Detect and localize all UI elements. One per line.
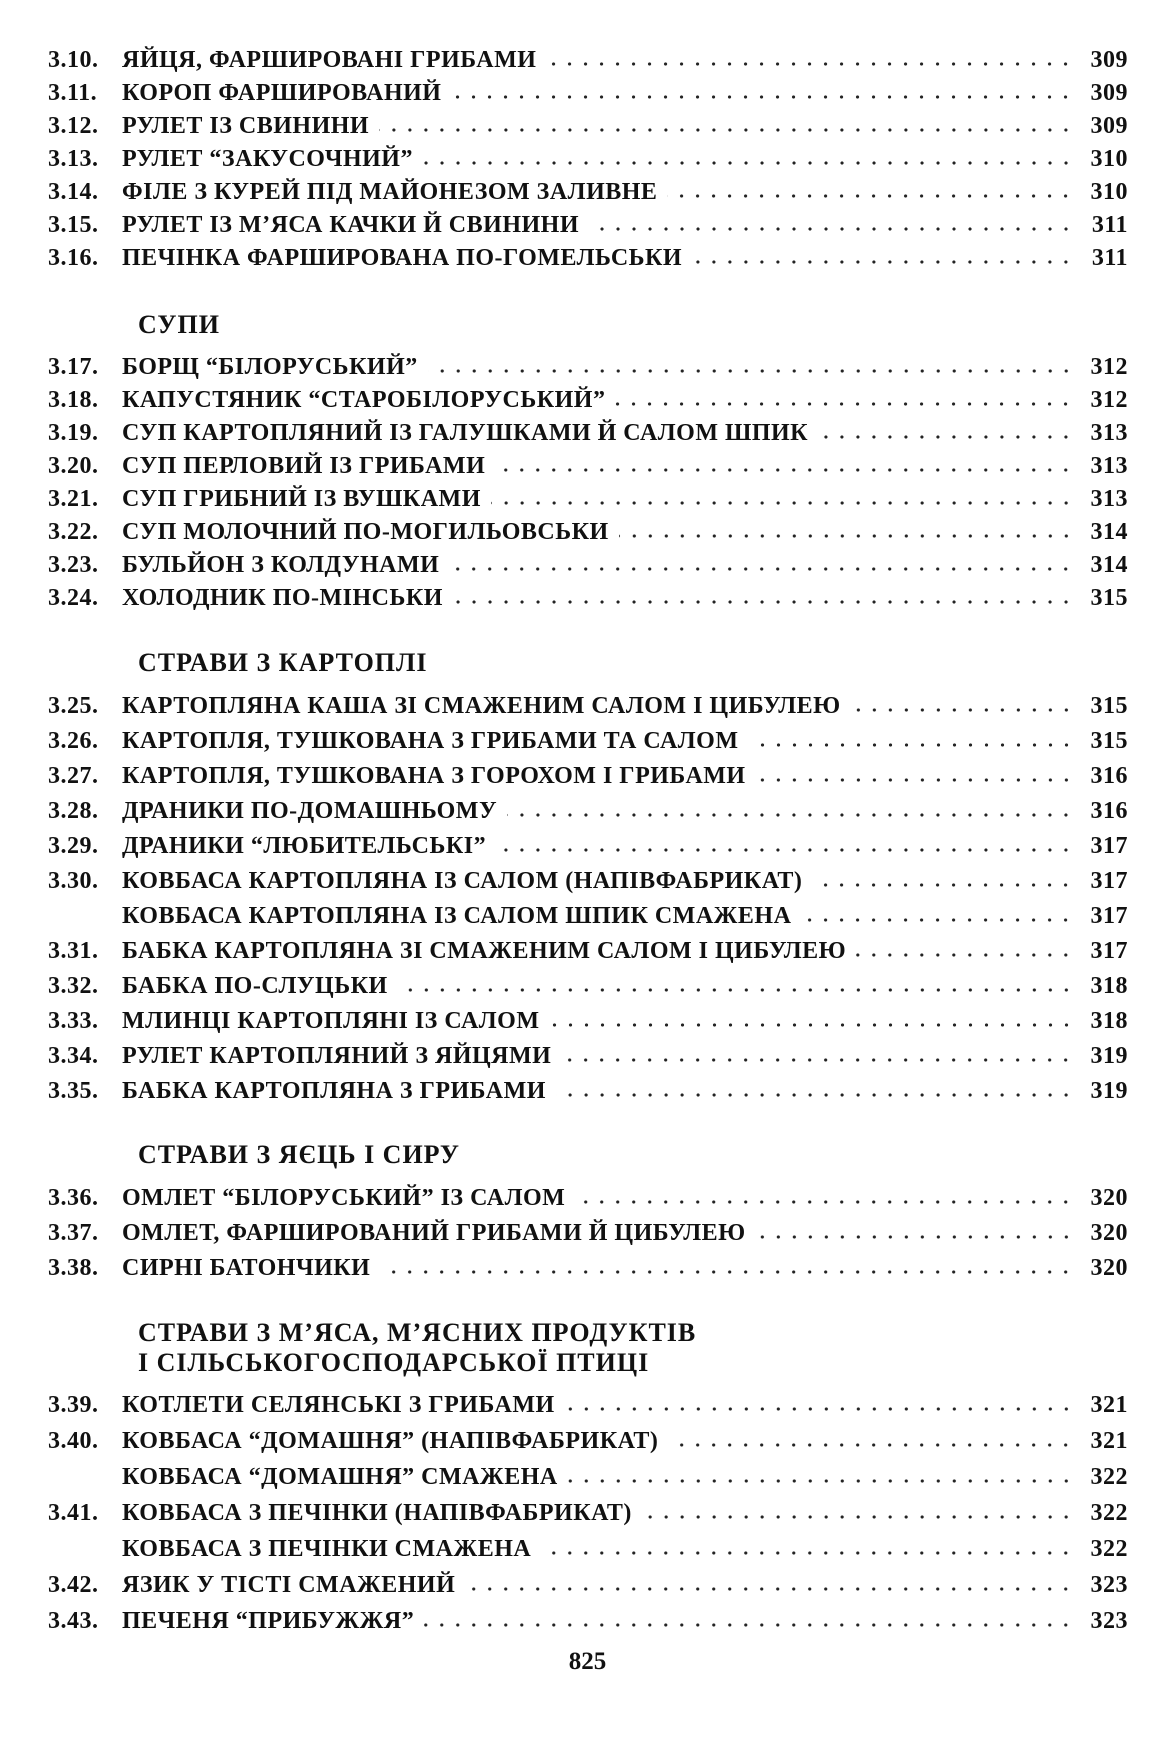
entry-title: РУЛЕТ КАРТОПЛЯНИЙ З ЯЙЦЯМИ [122, 1043, 552, 1069]
toc-entry [48, 966, 1128, 1000]
entry-number: 3.14. [48, 179, 99, 205]
entry-page: 309 [1090, 47, 1128, 73]
dot-leader [619, 533, 1074, 539]
toc-entry [48, 1385, 1128, 1419]
entry-title: КОВБАСА “ДОМАШНЯ” (НАПІВФАБРИКАТ) [122, 1428, 659, 1454]
toc-entry [48, 446, 1128, 480]
entry-title: БУЛЬЙОН З КОЛДУНАМИ [122, 552, 440, 578]
entry-number: 3.26. [48, 728, 99, 754]
dot-leader [491, 500, 1074, 506]
entry-number: 3.28. [48, 798, 99, 824]
toc-entry [48, 512, 1128, 546]
toc-entry [48, 413, 1128, 447]
entry-page: 314 [1090, 552, 1128, 578]
entry-page: 319 [1090, 1043, 1128, 1069]
entry-number: 3.25. [48, 693, 99, 719]
toc-entry [48, 578, 1128, 612]
entry-title: ПЕЧЕНЯ “ПРИБУЖЖЯ” [122, 1608, 415, 1634]
entry-page: 323 [1090, 1608, 1128, 1634]
toc-entry [48, 1421, 1128, 1455]
entry-page: 321 [1090, 1392, 1128, 1418]
toc-entry [48, 896, 1128, 930]
entry-title: КАРТОПЛЯ, ТУШКОВАНА З ГРИБАМИ ТА САЛОМ [122, 728, 739, 754]
entry-page: 313 [1090, 453, 1128, 479]
entry-title: КОТЛЕТИ СЕЛЯНСЬКІ З ГРИБАМИ [122, 1392, 555, 1418]
entry-number: 3.31. [48, 938, 99, 964]
entry-page: 317 [1090, 938, 1128, 964]
entry-title: КОРОП ФАРШИРОВАНИЙ [122, 80, 442, 106]
toc-entry [48, 721, 1128, 755]
toc-entry [48, 1601, 1128, 1635]
toc-entry [48, 238, 1128, 272]
entry-title: РУЛЕТ ІЗ СВИНИНИ [122, 113, 370, 139]
dot-leader [424, 1622, 1074, 1628]
toc-entry [48, 1457, 1128, 1491]
toc-entry [48, 756, 1128, 790]
entry-number: 3.43. [48, 1608, 99, 1634]
dot-leader [428, 368, 1074, 374]
entry-page: 315 [1090, 693, 1128, 719]
entry-title: КОВБАСА З ПЕЧІНКИ СМАЖЕНА [122, 1536, 532, 1562]
entry-title: РУЛЕТ “ЗАКУСОЧНИЙ” [122, 146, 413, 172]
entry-number: 3.32. [48, 973, 99, 999]
entry-page: 311 [1091, 212, 1128, 238]
dot-leader [642, 1514, 1074, 1520]
entry-number: 3.18. [48, 387, 99, 413]
page-number: 825 [568, 1648, 607, 1675]
entry-page: 312 [1090, 354, 1128, 380]
entry-number: 3.37. [48, 1220, 99, 1246]
entry-page: 316 [1090, 763, 1128, 789]
toc-entry [48, 347, 1128, 381]
entry-page: 310 [1090, 146, 1128, 172]
entry-page: 317 [1090, 833, 1128, 859]
entry-title: КОВБАСА КАРТОПЛЯНА ІЗ САЛОМ (НАПІВФАБРИКАТ) [122, 868, 803, 894]
entry-page: 320 [1090, 1185, 1128, 1211]
dot-leader [465, 1586, 1074, 1592]
dot-leader [561, 1057, 1074, 1063]
dot-leader [692, 259, 1074, 265]
toc-entry [48, 106, 1128, 140]
toc-entry [48, 686, 1128, 720]
entry-number: 3.21. [48, 486, 99, 512]
entry-page: 317 [1090, 868, 1128, 894]
toc-entry [48, 1565, 1128, 1599]
entry-title: МЛИНЦІ КАРТОПЛЯНІ ІЗ САЛОМ [122, 1008, 540, 1034]
entry-page: 318 [1090, 1008, 1128, 1034]
entry-number: 3.41. [48, 1500, 99, 1526]
entry-title: КОВБАСА “ДОМАШНЯ” СМАЖЕНА [122, 1464, 558, 1490]
toc-entry [48, 205, 1128, 239]
dot-leader [575, 1199, 1074, 1205]
entry-title: СУП ГРИБНИЙ ІЗ ВУШКАМИ [122, 486, 481, 512]
toc-entry [48, 380, 1128, 414]
entry-title: КАРТОПЛЯ, ТУШКОВАНА З ГОРОХОМ І ГРИБАМИ [122, 763, 746, 789]
entry-page: 315 [1090, 585, 1128, 611]
entry-page: 320 [1090, 1255, 1128, 1281]
entry-number: 3.30. [48, 868, 99, 894]
toc-entry [48, 545, 1128, 579]
entry-number: 3.17. [48, 354, 99, 380]
entry-title: БАБКА КАРТОПЛЯНА ЗІ СМАЖЕНИМ САЛОМ І ЦИБУЛЕЮ [122, 938, 847, 964]
entry-number: 3.36. [48, 1185, 99, 1211]
entry-page: 315 [1090, 728, 1128, 754]
dot-leader [851, 707, 1074, 713]
dot-leader [812, 882, 1074, 888]
toc-entry [48, 1178, 1128, 1212]
entry-page: 313 [1090, 420, 1128, 446]
entry-title: КОВБАСА З ПЕЧІНКИ (НАПІВФАБРИКАТ) [122, 1500, 632, 1526]
entry-title: СУП ПЕРЛОВИЙ ІЗ ГРИБАМИ [122, 453, 486, 479]
entry-page: 323 [1090, 1572, 1128, 1598]
section-heading: СТРАВИ З КАРТОПЛІ [138, 648, 428, 677]
dot-leader [565, 1406, 1074, 1412]
entry-page: 318 [1090, 973, 1128, 999]
dot-leader [568, 1478, 1074, 1484]
entry-number: 3.40. [48, 1428, 99, 1454]
entry-page: 309 [1090, 113, 1128, 139]
dot-leader [453, 599, 1074, 605]
entry-page: 322 [1090, 1536, 1128, 1562]
entry-number: 3.15. [48, 212, 99, 238]
entry-number: 3.22. [48, 519, 99, 545]
entry-page: 310 [1090, 179, 1128, 205]
dot-leader [856, 952, 1074, 958]
entry-number: 3.42. [48, 1572, 99, 1598]
entry-number: 3.12. [48, 113, 99, 139]
toc-entry [48, 1071, 1128, 1105]
toc-entry [48, 40, 1128, 74]
entry-title: БАБКА ПО-СЛУЦЬКИ [122, 973, 388, 999]
entry-title: РУЛЕТ ІЗ М’ЯСА КАЧКИ Й СВИНИНИ [122, 212, 579, 238]
dot-leader [550, 1022, 1075, 1028]
dot-leader [589, 226, 1074, 232]
entry-title: СУП КАРТОПЛЯНИЙ ІЗ ГАЛУШКАМИ Й САЛОМ ШПИК [122, 420, 809, 446]
dot-leader [615, 401, 1074, 407]
entry-number: 3.11. [48, 80, 98, 106]
entry-number: 3.33. [48, 1008, 99, 1034]
entry-number: 3.35. [48, 1078, 99, 1104]
dot-leader [541, 1550, 1074, 1556]
entry-title: БАБКА КАРТОПЛЯНА З ГРИБАМИ [122, 1078, 546, 1104]
entry-number: 3.16. [48, 245, 99, 271]
dot-leader [818, 434, 1074, 440]
entry-title: СУП МОЛОЧНИЙ ПО-МОГИЛЬОВСЬКИ [122, 519, 609, 545]
dot-leader [495, 467, 1074, 473]
section-heading: СТРАВИ З М’ЯСА, М’ЯСНИХ ПРОДУКТІВ [138, 1318, 697, 1347]
entry-title: ДРАНИКИ “ЛЮБИТЕЛЬСЬКІ” [122, 833, 487, 859]
entry-number: 3.13. [48, 146, 99, 172]
dot-leader [380, 1269, 1074, 1275]
entry-title: КАПУСТЯНИК “СТАРОБІЛОРУСЬКИЙ” [122, 387, 606, 413]
entry-page: 317 [1090, 903, 1128, 929]
dot-leader [756, 1234, 1074, 1240]
entry-number: 3.19. [48, 420, 99, 446]
entry-title: ОМЛЕТ “БІЛОРУСЬКИЙ” ІЗ САЛОМ [122, 1185, 566, 1211]
entry-page: 313 [1090, 486, 1128, 512]
entry-title: БОРЩ “БІЛОРУСЬКИЙ” [122, 354, 418, 380]
entry-number: 3.23. [48, 552, 99, 578]
entry-number: 3.38. [48, 1255, 99, 1281]
toc-entry [48, 1248, 1128, 1282]
entry-number: 3.24. [48, 585, 99, 611]
dot-leader [749, 742, 1075, 748]
toc-entry [48, 826, 1128, 860]
dot-leader [507, 812, 1074, 818]
section-heading-line-2: І СІЛЬСЬКОГОСПОДАРСЬКОЇ ПТИЦІ [138, 1348, 650, 1377]
dot-leader [451, 94, 1074, 100]
toc-entry [48, 139, 1128, 173]
toc-entry [48, 479, 1128, 513]
entry-title: СИРНІ БАТОНЧИКИ [122, 1255, 371, 1281]
entry-number: 3.27. [48, 763, 99, 789]
entry-page: 309 [1090, 80, 1128, 106]
dot-leader [423, 160, 1074, 166]
toc-entry [48, 861, 1128, 895]
entry-page: 316 [1090, 798, 1128, 824]
entry-title: ОМЛЕТ, ФАРШИРОВАНИЙ ГРИБАМИ Й ЦИБУЛЕЮ [122, 1220, 746, 1246]
toc-entry [48, 73, 1128, 107]
toc-entry [48, 1493, 1128, 1527]
entry-page: 321 [1090, 1428, 1128, 1454]
toc-entry [48, 931, 1128, 965]
entry-title: ХОЛОДНИК ПО-МІНСЬКИ [122, 585, 443, 611]
section-heading: СТРАВИ З ЯЄЦЬ І СИРУ [138, 1140, 460, 1169]
entry-title: ФІЛЕ З КУРЕЙ ПІД МАЙОНЕЗОМ ЗАЛИВНЕ [122, 179, 658, 205]
entry-title: ПЕЧІНКА ФАРШИРОВАНА ПО-ГОМЕЛЬСЬКИ [122, 245, 683, 271]
toc-entry [48, 172, 1128, 206]
toc-entry [48, 791, 1128, 825]
entry-page: 322 [1090, 1500, 1128, 1526]
section-heading: СУПИ [138, 310, 220, 339]
dot-leader [756, 777, 1074, 783]
toc-entry [48, 1036, 1128, 1070]
entry-page: 314 [1090, 519, 1128, 545]
dot-leader [556, 1092, 1074, 1098]
entry-page: 319 [1090, 1078, 1128, 1104]
dot-leader [668, 1442, 1074, 1448]
dot-leader [379, 127, 1074, 133]
dot-leader [667, 193, 1074, 199]
entry-title: КАРТОПЛЯНА КАША ЗІ СМАЖЕНИМ САЛОМ І ЦИБУЛЕЮ [122, 693, 841, 719]
dot-leader [801, 917, 1074, 923]
entry-number: 3.20. [48, 453, 99, 479]
dot-leader [398, 987, 1074, 993]
entry-page: 320 [1090, 1220, 1128, 1246]
entry-number: 3.39. [48, 1392, 99, 1418]
dot-leader [496, 847, 1074, 853]
entry-number: 3.10. [48, 47, 99, 73]
toc-entry [48, 1529, 1128, 1563]
toc-entry [48, 1213, 1128, 1247]
entry-title: ДРАНИКИ ПО-ДОМАШНЬОМУ [122, 798, 498, 824]
entry-page: 312 [1090, 387, 1128, 413]
toc-entry [48, 1001, 1128, 1035]
dot-leader [449, 566, 1074, 572]
dot-leader [546, 61, 1074, 67]
entry-number: 3.29. [48, 833, 99, 859]
entry-page: 322 [1090, 1464, 1128, 1490]
entry-number: 3.34. [48, 1043, 99, 1069]
entry-title: ЯЗИК У ТІСТІ СМАЖЕНИЙ [122, 1572, 456, 1598]
entry-page: 311 [1091, 245, 1128, 271]
entry-title: ЯЙЦЯ, ФАРШИРОВАНІ ГРИБАМИ [122, 47, 537, 73]
entry-title: КОВБАСА КАРТОПЛЯНА ІЗ САЛОМ ШПИК СМАЖЕНА [122, 903, 792, 929]
